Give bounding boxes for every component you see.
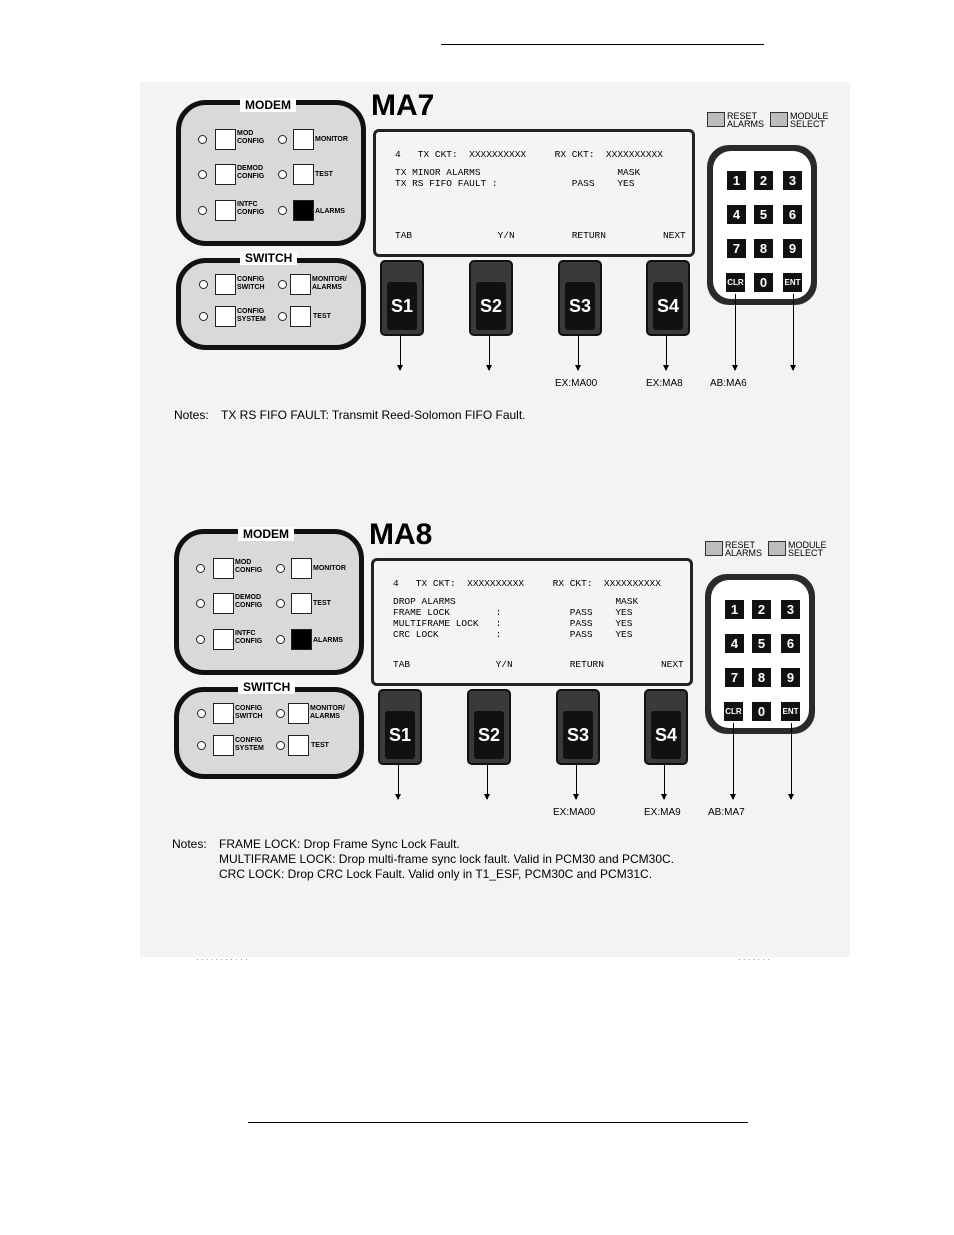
key-8[interactable]: 8: [752, 668, 771, 687]
bottom-rule: [248, 1122, 748, 1123]
key-0[interactable]: 0: [752, 702, 771, 721]
intfc-config-key[interactable]: [215, 200, 236, 221]
monitor-alarms-key[interactable]: [288, 703, 309, 724]
mod-config-label: MOD CONFIG: [235, 559, 263, 574]
s3-target-label: EX:MA00: [553, 807, 596, 818]
demod-config-label: DEMOD CONFIG: [235, 594, 263, 609]
key-2[interactable]: 2: [754, 171, 773, 190]
config-switch-label: CONFIG SWITCH: [235, 705, 263, 720]
monitor-alarms-key[interactable]: [290, 274, 311, 295]
reset-alarms-swatch: [705, 541, 723, 556]
monitor-label: MONITOR: [315, 136, 348, 143]
lcd-body: DROP ALARMS MASK FRAME LOCK : PASS YES MULTIFRAME LOCK : PASS YES CRC LOCK : PASS YES: [393, 596, 639, 640]
modem-test-key[interactable]: [293, 164, 314, 185]
config-system-key[interactable]: [213, 735, 234, 756]
module-select-swatch: [768, 541, 786, 556]
monitor-alarms-label: MONITOR/ ALARMS: [312, 276, 347, 291]
key-clr[interactable]: CLR: [724, 702, 743, 721]
config-switch-key[interactable]: [213, 703, 234, 724]
softkey-s4[interactable]: [646, 260, 690, 336]
lcd-footer: TAB Y/N RETURN NEXT: [393, 659, 684, 670]
led-alarms: [276, 635, 285, 644]
led-switch-test: [278, 312, 287, 321]
lcd-header: 4 TX CKT: XXXXXXXXXX RX CKT: XXXXXXXXXX: [393, 578, 661, 589]
modem-test-label: TEST: [315, 171, 333, 178]
switch-title: SWITCH: [240, 251, 297, 265]
led-config-system: [197, 741, 206, 750]
mod-config-label: MOD CONFIG: [237, 130, 265, 145]
reset-alarms-label: RESET ALARMS: [727, 111, 765, 129]
led-alarms: [278, 206, 287, 215]
key-4[interactable]: 4: [725, 634, 744, 653]
s2-label: S2: [476, 282, 506, 330]
led-test: [276, 599, 285, 608]
arrow-clr: [733, 723, 734, 799]
key-clr[interactable]: CLR: [726, 273, 745, 292]
led-monitor-alarms: [278, 280, 287, 289]
key-9[interactable]: 9: [781, 668, 800, 687]
switch-test-label: TEST: [311, 742, 329, 749]
led-monitor: [276, 564, 285, 573]
led-monitor-alarms: [276, 709, 285, 718]
led-config-system: [199, 312, 208, 321]
module-select-swatch: [770, 112, 788, 127]
s4-target-label: EX:MA9: [644, 807, 681, 818]
config-system-label: CONFIG SYSTEM: [237, 308, 266, 323]
clr-target-label: AB:MA7: [708, 807, 745, 818]
key-4[interactable]: 4: [727, 205, 746, 224]
module-select-label: MODULE SELECT: [788, 540, 827, 558]
key-3[interactable]: 3: [781, 600, 800, 619]
softkey-s1[interactable]: [380, 260, 424, 336]
arrow-clr: [735, 294, 736, 370]
arrow-s4: [666, 334, 667, 370]
arrow-s2: [489, 334, 490, 370]
modem-title: MODEM: [240, 98, 296, 112]
monitor-alarms-label: MONITOR/ ALARMS: [310, 705, 345, 720]
demod-config-key[interactable]: [215, 164, 236, 185]
s4-label: S4: [651, 711, 681, 759]
s1-label: S1: [385, 711, 415, 759]
led-test: [278, 170, 287, 179]
reset-alarms-swatch: [707, 112, 725, 127]
led-config-switch: [197, 709, 206, 718]
figure-ma7: [0, 0, 954, 430]
mod-config-key[interactable]: [215, 129, 236, 150]
key-6[interactable]: 6: [781, 634, 800, 653]
key-7[interactable]: 7: [725, 668, 744, 687]
lcd-screen: [373, 129, 695, 257]
notes-line-3: CRC LOCK: Drop CRC Lock Fault. Valid only in T1_ESF, PCM30C and PCM31C.: [219, 867, 653, 881]
alarms-label: ALARMS: [315, 208, 345, 215]
key-5[interactable]: 5: [754, 205, 773, 224]
module-select-label: MODULE SELECT: [790, 111, 829, 129]
key-3[interactable]: 3: [783, 171, 802, 190]
led-mod-config: [198, 135, 207, 144]
notes-line-2: MULTIFRAME LOCK: Drop multi-frame sync lock fault. Valid in PCM30 and PCM30C.: [219, 852, 675, 866]
s2-label: S2: [474, 711, 504, 759]
notes-line-1: TX RS FIFO FAULT: Transmit Reed-Solomon FIFO Fault.: [221, 408, 526, 422]
numeric-keypad: [705, 574, 815, 734]
page-footer-remnant: · · · · · · · · · · ·: [196, 955, 248, 964]
demod-config-label: DEMOD CONFIG: [237, 165, 265, 180]
config-switch-key[interactable]: [215, 274, 236, 295]
arrow-s3: [576, 763, 577, 799]
page-number-remnant: · · · · · · ·: [738, 955, 770, 964]
led-demod-config: [198, 170, 207, 179]
lcd-screen: [371, 558, 693, 686]
config-system-key[interactable]: [215, 306, 236, 327]
s1-label: S1: [387, 282, 417, 330]
s3-label: S3: [565, 282, 595, 330]
arrow-s1: [398, 763, 399, 799]
switch-test-key[interactable]: [288, 735, 309, 756]
intfc-config-label: INTFC CONFIG: [235, 630, 263, 645]
reset-alarms-label: RESET ALARMS: [725, 540, 763, 558]
switch-title: SWITCH: [238, 680, 295, 694]
arrow-s1: [400, 334, 401, 370]
key-1[interactable]: 1: [725, 600, 744, 619]
key-9[interactable]: 9: [783, 239, 802, 258]
led-config-switch: [199, 280, 208, 289]
lcd-body: TX MINOR ALARMS MASK TX RS FIFO FAULT : PASS YES: [395, 167, 641, 189]
menu-id-title: MA7: [371, 89, 435, 122]
softkey-s1[interactable]: [378, 689, 422, 765]
softkey-s3[interactable]: [556, 689, 600, 765]
modem-test-key[interactable]: [291, 593, 312, 614]
key-1[interactable]: 1: [727, 171, 746, 190]
key-0[interactable]: 0: [754, 273, 773, 292]
config-switch-label: CONFIG SWITCH: [237, 276, 265, 291]
arrow-s3: [578, 334, 579, 370]
s4-target-label: EX:MA8: [646, 378, 683, 389]
monitor-key[interactable]: [293, 129, 314, 150]
s3-target-label: EX:MA00: [555, 378, 598, 389]
led-mod-config: [196, 564, 205, 573]
key-8[interactable]: 8: [754, 239, 773, 258]
clr-target-label: AB:MA6: [710, 378, 747, 389]
alarms-key[interactable]: [293, 200, 314, 221]
arrow-ent: [791, 723, 792, 799]
alarms-label: ALARMS: [313, 637, 343, 644]
intfc-config-label: INTFC CONFIG: [237, 201, 265, 216]
key-2[interactable]: 2: [752, 600, 771, 619]
s4-label: S4: [653, 282, 683, 330]
softkey-s4[interactable]: [644, 689, 688, 765]
switch-test-label: TEST: [313, 313, 331, 320]
mod-config-key[interactable]: [213, 558, 234, 579]
s3-label: S3: [563, 711, 593, 759]
alarms-key[interactable]: [291, 629, 312, 650]
softkey-s3[interactable]: [558, 260, 602, 336]
monitor-label: MONITOR: [313, 565, 346, 572]
switch-test-key[interactable]: [290, 306, 311, 327]
numeric-keypad: [707, 145, 817, 305]
led-switch-test: [276, 741, 285, 750]
config-system-label: CONFIG SYSTEM: [235, 737, 264, 752]
key-7[interactable]: 7: [727, 239, 746, 258]
softkey-s2[interactable]: [467, 689, 511, 765]
notes-label: Notes:: [174, 408, 209, 422]
modem-title: MODEM: [238, 527, 294, 541]
key-6[interactable]: 6: [783, 205, 802, 224]
key-5[interactable]: 5: [752, 634, 771, 653]
led-intfc-config: [196, 635, 205, 644]
modem-test-label: TEST: [313, 600, 331, 607]
key-ent[interactable]: ENT: [781, 702, 800, 721]
intfc-config-key[interactable]: [213, 629, 234, 650]
demod-config-key[interactable]: [213, 593, 234, 614]
key-ent[interactable]: ENT: [783, 273, 802, 292]
menu-id-title: MA8: [369, 518, 433, 551]
arrow-s4: [664, 763, 665, 799]
arrow-ent: [793, 294, 794, 370]
lcd-header: 4 TX CKT: XXXXXXXXXX RX CKT: XXXXXXXXXX: [395, 149, 663, 160]
notes-line-1: FRAME LOCK: Drop Frame Sync Lock Fault.: [219, 837, 460, 851]
led-intfc-config: [198, 206, 207, 215]
softkey-s2[interactable]: [469, 260, 513, 336]
notes-label: Notes:: [172, 837, 207, 851]
led-monitor: [278, 135, 287, 144]
switch-panel: [174, 687, 364, 779]
switch-panel: [176, 258, 366, 350]
figure-ma8: [0, 429, 952, 881]
arrow-s2: [487, 763, 488, 799]
led-demod-config: [196, 599, 205, 608]
lcd-footer: TAB Y/N RETURN NEXT: [395, 230, 686, 241]
monitor-key[interactable]: [291, 558, 312, 579]
